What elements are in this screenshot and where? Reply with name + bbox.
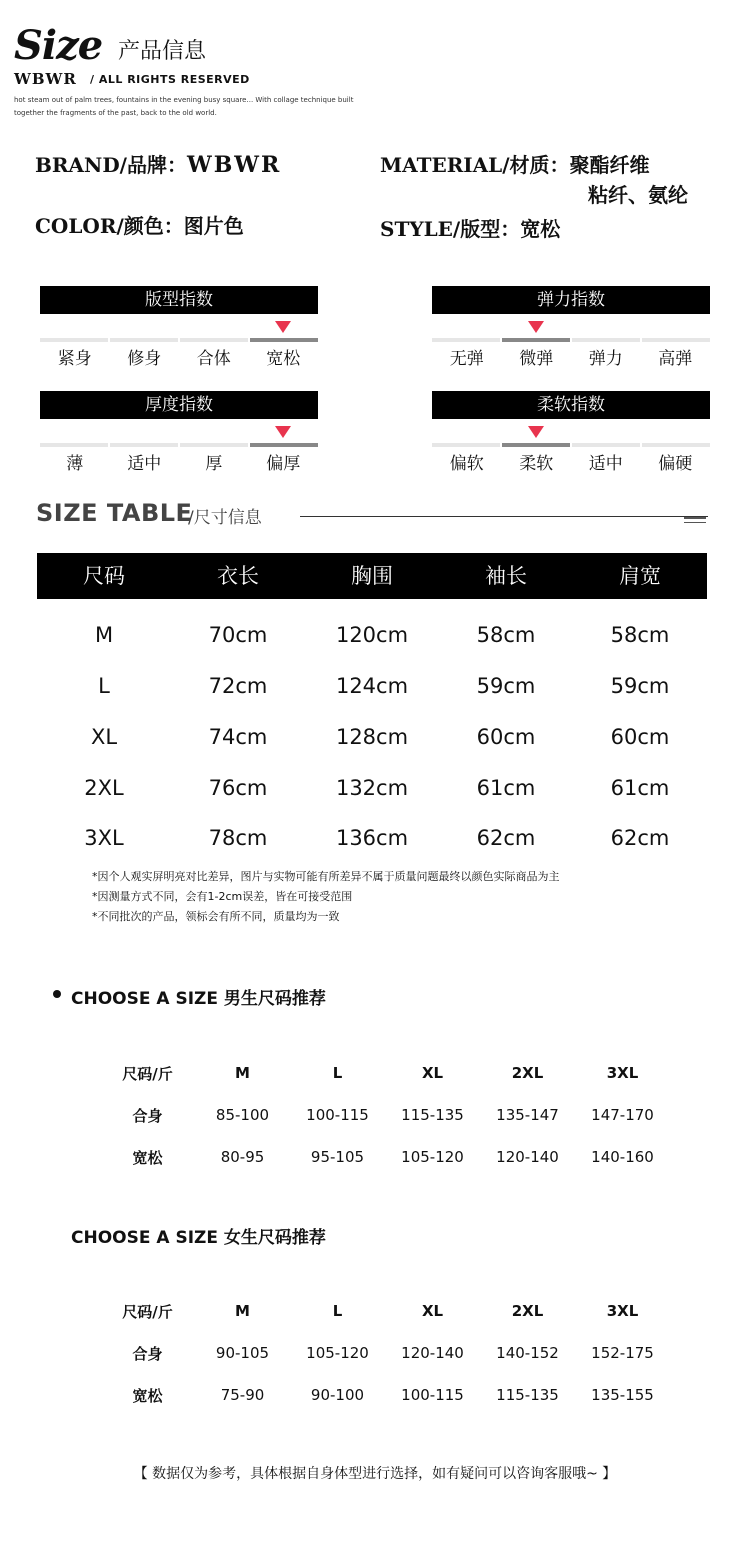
table-cell: 59cm [610,674,670,698]
table-cell: 60cm [610,725,670,749]
table-row [100,1290,670,1332]
material-value-1: 聚酯纤维 [569,153,650,177]
fit-option: 宽松 [266,349,301,369]
table-cell: M [235,1302,250,1320]
thickness-option: 适中 [127,454,162,474]
table-cell: 3XL [84,826,124,850]
table-cell: 61cm [476,776,536,800]
table-cell: 2XL [511,1302,544,1320]
table-cell: L [332,1064,343,1082]
brand-mark: WBWR [14,70,77,88]
table-cell: 70cm [208,623,268,647]
table-cell: 61cm [610,776,670,800]
table-cell: 120-140 [401,1344,464,1362]
color-label: COLOR/颜色： [35,214,184,238]
elasticity-option: 微弹 [519,349,554,369]
fit-index [40,286,318,369]
column-header: 衣长 [217,564,259,588]
size-table-title: SIZE TABLE [36,499,193,527]
logo-subtitle: 产品信息 [118,39,207,64]
table-cell: 132cm [335,776,409,800]
table-cell: 58cm [610,623,670,647]
table-cell: 60cm [476,725,536,749]
tagline-line-1: hot steam out of palm trees, fountains in the evening busy square... With collage technique built [14,96,354,104]
size-table-subtitle: /尺寸信息 [188,508,262,528]
table-cell: 3XL [606,1302,639,1320]
triangle-down-icon [275,426,291,438]
elasticity-option: 高弹 [658,349,693,369]
women-size-table [100,1290,670,1416]
table-cell: 尺码/斤 [122,1302,173,1321]
men-size-table [100,1052,670,1178]
table-cell: M [94,623,114,647]
rights-text: / ALL RIGHTS RESERVED [90,73,250,86]
table-cell: 合身 [132,1344,163,1363]
table-cell: 76cm [208,776,268,800]
table-cell: 62cm [476,826,536,850]
material-label: MATERIAL/材质： [380,153,570,177]
style-info [380,214,560,244]
elasticity-option: 弹力 [588,349,623,369]
triangle-down-icon [275,321,291,333]
women-size-title: CHOOSE A SIZE 女生尺码推荐 [71,1228,326,1248]
fit-option: 紧身 [57,349,92,369]
thickness-index [40,391,318,474]
table-row [100,1374,670,1416]
thickness-option: 厚 [205,454,223,474]
triangle-down-icon [528,426,544,438]
table-row [37,610,707,660]
table-row [100,1094,670,1136]
table-cell: XL [421,1064,444,1082]
table-cell: 152-175 [591,1344,654,1362]
thickness-index-bar [40,443,318,447]
brand-info [35,150,281,180]
note: *因个人观实屏明亮对比差异，图片与实物可能有所差异不属于质量问题最终以颜色实际商品为主 [92,870,560,883]
men-size-title: CHOOSE A SIZE 男生尺码推荐 [71,989,326,1009]
table-cell: 124cm [335,674,409,698]
table-cell: L [98,674,110,698]
table-cell: XL [90,725,118,749]
table-cell: 115-135 [401,1106,464,1124]
table-row [100,1052,670,1094]
elasticity-index [432,286,710,369]
dot-icon [53,990,61,998]
table-cell: 105-120 [401,1148,464,1166]
table-cell: 120-140 [496,1148,559,1166]
table-cell: 140-152 [496,1344,559,1362]
table-row [37,763,707,813]
table-cell: 合身 [132,1106,163,1125]
fit-option: 修身 [127,349,162,369]
table-cell: 宽松 [132,1386,163,1405]
triangle-down-icon [528,321,544,333]
table-cell: 80-95 [220,1148,265,1166]
color-info [35,211,244,241]
table-row [37,712,707,762]
thickness-index-title: 厚度指数 [40,391,318,419]
note: *不同批次的产品，领标会有所不同，质量均为一致 [92,910,340,923]
table-cell: 136cm [335,826,409,850]
table-cell: 宽松 [132,1148,163,1167]
softness-option: 柔软 [519,454,554,474]
table-cell: 90-105 [215,1344,270,1362]
table-cell: 128cm [335,725,409,749]
style-label: STYLE/版型： [380,217,521,241]
tagline-line-2: together the fragments of the past, back to the old world. [14,109,217,117]
table-cell: 58cm [476,623,536,647]
softness-option: 偏硬 [658,454,693,474]
table-cell: 72cm [208,674,268,698]
table-cell: 2XL [84,776,124,800]
thickness-option: 偏厚 [266,454,301,474]
fit-index-bar [40,338,318,342]
tagline [14,94,374,120]
brand-label: BRAND/品牌： [35,153,187,177]
divider [300,516,708,517]
elasticity-index-bar [432,338,710,342]
table-cell: 95-105 [310,1148,365,1166]
column-header: 袖长 [485,564,527,588]
table-cell: 62cm [610,826,670,850]
hamburger-icon [684,517,706,523]
column-header: 尺码 [83,564,125,588]
color-value: 图片色 [183,214,244,238]
column-header: 肩宽 [619,564,661,588]
elasticity-index-title: 弹力指数 [432,286,710,314]
column-header: 胸围 [351,564,393,588]
size-table-header [37,553,707,599]
table-cell: L [332,1302,343,1320]
softness-index-title: 柔软指数 [432,391,710,419]
softness-option: 偏软 [449,454,484,474]
table-cell: 147-170 [591,1106,654,1124]
table-cell: 120cm [335,623,409,647]
logo-size-word: Size [14,22,103,69]
thickness-option: 薄 [66,454,84,474]
table-row [37,813,707,863]
table-cell: 85-100 [215,1106,270,1124]
table-cell: 尺码/斤 [122,1064,173,1083]
table-cell: 59cm [476,674,536,698]
fit-option: 合体 [196,349,231,369]
table-cell: 90-100 [310,1386,365,1404]
table-cell: 105-120 [306,1344,369,1362]
table-cell: M [235,1064,250,1082]
table-cell: 135-155 [591,1386,654,1404]
table-cell: 140-160 [591,1148,654,1166]
table-cell: 100-115 [401,1386,464,1404]
table-cell: 3XL [606,1064,639,1082]
footer-note: 【 数据仅为参考，具体根据自身体型进行选择，如有疑问可以咨询客服哦~ 】 [133,1466,617,1482]
table-cell: 135-147 [496,1106,559,1124]
table-cell: 2XL [511,1064,544,1082]
table-cell: 115-135 [496,1386,559,1404]
table-cell: 74cm [208,725,268,749]
table-cell: 100-115 [306,1106,369,1124]
table-row [100,1332,670,1374]
table-cell: XL [421,1302,444,1320]
table-cell: 78cm [208,826,268,850]
note: *因测量方式不同，会有1-2cm误差，皆在可接受范围 [92,890,353,903]
table-row [100,1136,670,1178]
table-cell: 75-90 [220,1386,265,1404]
table-row [37,661,707,711]
elasticity-option: 无弹 [449,349,484,369]
fit-index-title: 版型指数 [40,286,318,314]
material-value-2: 粘纤、氨纶 [588,183,688,207]
material-info [380,150,650,180]
softness-index [432,391,710,474]
softness-index-bar [432,443,710,447]
brand-value: WBWR [186,152,282,178]
softness-option: 适中 [588,454,623,474]
style-value: 宽松 [520,217,561,241]
